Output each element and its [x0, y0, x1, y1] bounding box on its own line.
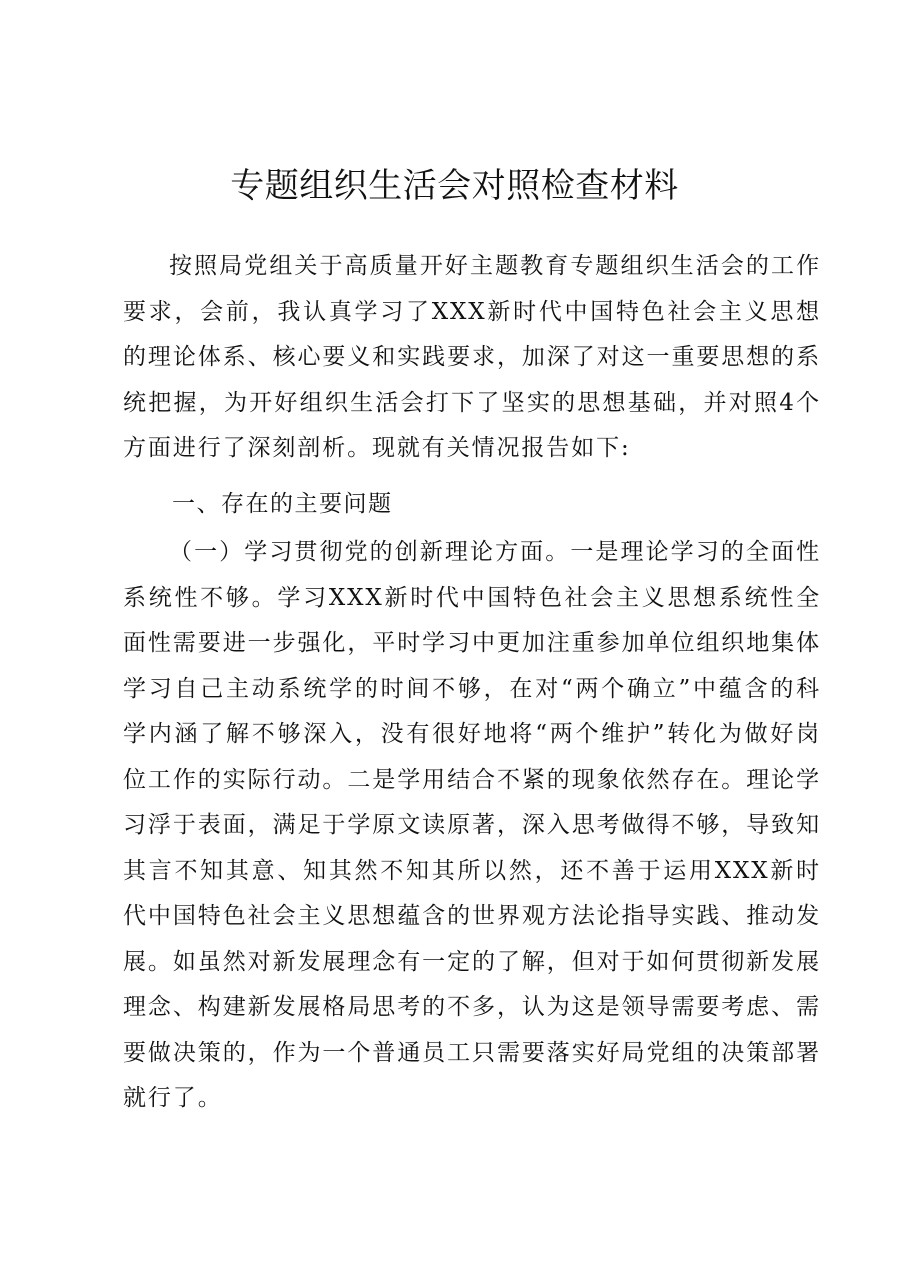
section-1-paragraph: [123, 530, 821, 1122]
section-1-text: 一是理论学习的全面性系统性不够。学习XXX新时代中国特色社会主义思想系统性全面性需要进一步强化，平时学习中更加注重参加单位组织地集体学习自己主动系统学的时间不够，在对“两个确立”中蕴含的科学内涵了解不够深入，没有很好地将“两个维护”转化为做好岗位工作的实际行动。二是学用结合不紧的现象依然存在。理论学习浮于表面，满足于学原文读原著，深入思考做得不够，导致知其言不知其意、知其然不知其所以然，还不善于运用XXX新时代中国特色社会主义思想蕴含的世界观方法论指导实践、推动发展。如虽然对新发展理念有一定的了解，但对于如何贯彻新发展理念、构建新发展格局思考的不多，认为这是领导需要考虑、需要做决策的，作为一个普通员工只需要落实好局党组的决策部署就行了。: [123, 539, 821, 1111]
section-1-lead: （一）学习贯彻党的创新理论方面。: [169, 539, 571, 565]
intro-paragraph: 按照局党组关于高质量开好主题教育专题组织生活会的工作要求，会前，我认真学习了XXX新时代中国特色社会主义思想的理论体系、核心要义和实践要求，加深了对这一重要思想的系统把握，为开好组织生活会打下了坚实的思想基础，并对照4个方面进行了深刻剖析。现就有关情况报告如下:: [123, 253, 821, 461]
document-title: 专题组织生活会对照检查材料: [230, 166, 679, 206]
section-heading-problems: 一、存在的主要问题: [172, 491, 393, 517]
